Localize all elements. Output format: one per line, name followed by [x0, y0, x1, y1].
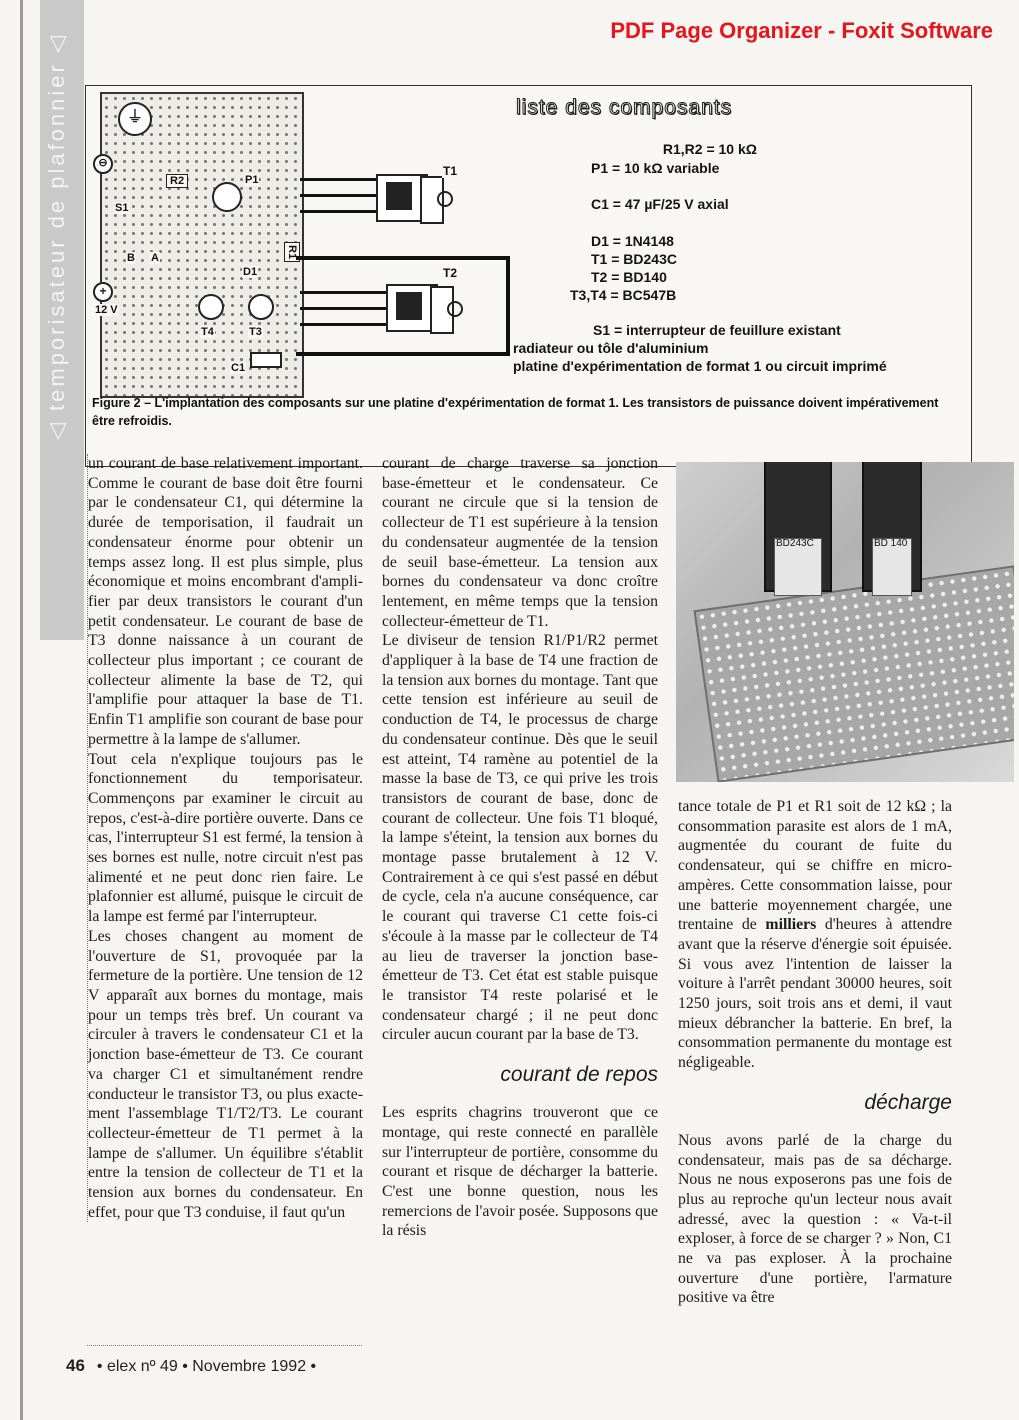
- breadboard-diagram: [95, 92, 304, 398]
- component-d1: D1 = 1N4148: [591, 233, 674, 249]
- label-p1: P1: [245, 174, 259, 186]
- text-run: d'heures à attendre avant que la réserve d'énergie soit épuisée. Si vous avez l'intention de laisser la voiture à l'arrêt pendant 30000 heures, soit 1250 jours, soit trois ans et demi, il vaut mieux débrancher la batterie. En bref, la consommation permanente du montage est négligeable.: [678, 916, 952, 1072]
- plus-terminal-icon: +: [93, 282, 113, 302]
- page-number: 46: [66, 1356, 85, 1375]
- column-rule: [87, 1345, 362, 1346]
- paragraph: Tout cela n'explique toujours pas le fonctionnement du temporisateur. Commençons par examiner le circuit au repos, c'est-à-dire portière ouverte. Dans ce cas, l'interrupteur S1 est fermé, la tension à ses bornes est nulle, notre circuit n'est pas alimenté et ne peut donc rien faire. Le plafonnier est allumé, puisque le circuit de la lampe est fermé par l'interrupteur.: [88, 750, 363, 926]
- transistor-t4-icon: [198, 294, 224, 320]
- pcb-board: [693, 565, 1014, 782]
- component-platine: platine d'expérimentation de format 1 ou circuit imprimé: [513, 358, 887, 374]
- potentiometer-icon: [212, 182, 242, 212]
- ground-icon: ⏚: [118, 102, 152, 136]
- paragraph: Les esprits chagrins trouveront que ce montage, qui reste connecté en parallèle sur l'interrupteur de portière, consomme du courant et risque de décharger la batterie. C'est une bonne question, nous les remercions de l'avoir posée. Supposons que la résis: [382, 1104, 658, 1240]
- watermark: PDF Page Organizer - Foxit Software: [610, 18, 993, 43]
- component-p1: P1 = 10 kΩ variable: [591, 160, 720, 176]
- text-column-1: [87, 454, 363, 1222]
- paragraph: Nous avons parlé de la charge du condensateur, mais pas de sa décharge. Nous ne nous exposerons pas une fois de plus au reproche qu'un lecteur nous avait adressé, avec la question : « Va-t-il exploser, à force de se charger ? » Non, C1 ne va pas exploser. À la prochaine ouverture d'une portière, l'armature positive va être: [678, 1131, 952, 1307]
- label-r2: R2: [166, 174, 188, 188]
- text-run: tance totale de P1 et R1 soit de 12 kΩ ; la consommation parasite est alors de 1 mA, augmentée du courant de fuite du condensateur, qui se chiffre en micro-ampères. Cette consommation laisse, pour une batterie moyennement chargée, une trentaine de: [678, 798, 952, 934]
- section-title-decharge: décharge: [864, 1090, 952, 1114]
- label-t2: T2: [443, 266, 458, 280]
- bold-text: milliers: [765, 916, 817, 934]
- text-column-3: [678, 797, 952, 1308]
- footer-text: • elex nº 49 • Novembre 1992 •: [96, 1358, 317, 1375]
- component-radiateur: radiateur ou tôle d'aluminium: [513, 340, 709, 356]
- minus-terminal-icon: ⊖: [93, 154, 113, 174]
- label-t4: T4: [201, 326, 214, 338]
- component-t2: T2 = BD140: [591, 269, 667, 285]
- transistor-marking: BD 140: [874, 538, 908, 549]
- transistor-photo-bd243c: [764, 462, 832, 592]
- page-edge-line: [20, 0, 23, 1420]
- component-t1: T1 = BD243C: [591, 251, 677, 267]
- component-s1: S1 = interrupteur de feuillure existant: [593, 322, 841, 338]
- paragraph: [678, 797, 952, 1073]
- transistor-t1-icon: [376, 174, 428, 222]
- label-t3: T3: [249, 326, 262, 338]
- figure-2: [85, 85, 972, 467]
- label-r1: R1: [284, 242, 300, 262]
- text-column-2: [382, 454, 658, 1241]
- paragraph: courant de charge traverse sa jonction base-émetteur et le condensateur. Ce courant ne circule que si la tension de collecteur de T1 est supérieure à la tension du condensateur augmentée de la tension de seuil base-émetteur. La tension aux bornes du condensateur va donc croître lentement, en même temps que la tension collecteur-émetteur de T1.: [382, 455, 658, 630]
- label-c1: C1: [231, 362, 246, 374]
- transistor-marking: BD243C: [776, 538, 814, 549]
- page-footer: [66, 1356, 316, 1376]
- label-a: A: [151, 252, 159, 264]
- label-12v: 12 V: [95, 304, 118, 316]
- label-s1: S1: [115, 202, 129, 214]
- transistor-t2-icon: [386, 284, 438, 332]
- sidebar-title: ◁ temporisateur de plafonnier ◁: [44, 33, 69, 440]
- component-t3-t4: T3,T4 = BC547B: [570, 287, 677, 303]
- component-list-title: liste des composants: [516, 96, 733, 119]
- capacitor-c1-icon: [250, 352, 282, 368]
- label-d1: D1: [243, 266, 258, 278]
- transistor-photo-bd140: [862, 462, 922, 592]
- figure-caption: Figure 2 – L'implantation des composants sur une platine d'expérimentation de format 1. Les transistors de puissance doivent impérativement être refroidis.: [92, 396, 939, 428]
- transistor-t3-icon: [248, 294, 274, 320]
- paragraph: Le diviseur de tension R1/P1/R2 permet d'appliquer à la base de T4 une fraction de la tension aux bornes du montage. Tant que cette tension est inférieure au seuil de conduction de T4, le processus de charge du condensateur continue. Dès que le seuil est atteint, T4 ramène au potentiel de la masse la base de T3, ce qui prive les trois transistors de courant de base, donc de courant de collecteur. Une fois T1 bloqué, la lampe s'éteint, la tension aux bornes du montage passe brutalement à 12 V. Contrairement à ce qui s'est passé en début de cycle, cela n'a aucune conséquence, car le courant qui traverse C1 cette fois-ci s'écoule à la masse par le collecteur de T4 au lieu de traverser la jonction base-émetteur de T3. Cet état est stable puisque le transistor T4 reste polarisé et le condensateur chargé ; il ne peut donc circuler aucun courant par la base de T3.: [382, 632, 658, 1044]
- label-b: B: [127, 252, 135, 264]
- circuit-photo: [676, 462, 1014, 782]
- component-c1: C1 = 47 µF/25 V axial: [591, 196, 729, 212]
- section-title-courant-de-repos: courant de repos: [500, 1063, 658, 1087]
- paragraph: Les choses changent au moment de l'ouverture de S1, provoquée par la fermeture de la portière. Une tension de 12 V apparaît aux bornes du montage, mais pour un temps très bref. Un courant va circuler à travers le condensateur C1 et la jonction base-émetteur de T3. Ce courant va charger C1 et simultanément rendre conducteur le transistor T3, ou plus exactement l'assemblage T1/T2/T3. Le courant collecteur-émetteur de T1 permet à la lampe de s'allumer. Un équilibre s'établit entre la tension de collecteur de T1 et la tension aux bornes du condensateur. En effet, pour que T3 conduise, il faut qu'un: [88, 927, 363, 1221]
- label-t1: T1: [443, 164, 458, 178]
- component-r1-r2: R1,R2 = 10 kΩ: [662, 141, 757, 157]
- paragraph: un courant de base relativement important. Comme le courant de base doit être fourni par le condensateur C1, qui détermine la durée de temporisation, il faudrait un condensateur énorme pour obtenir un temps assez long. Il est plus simple, plus économique et moins encombrant d'amplifier par deux transistors le courant d'un petit condensateur. Le courant de base de T3 donne naissance à un courant de collecteur plus important ; ce courant de collecteur alimente la base de T2, qui l'amplifie pour attaquer la base de T1. Enfin T1 amplifie son courant de base pour permettre à la lampe de s'allumer.: [88, 455, 363, 748]
